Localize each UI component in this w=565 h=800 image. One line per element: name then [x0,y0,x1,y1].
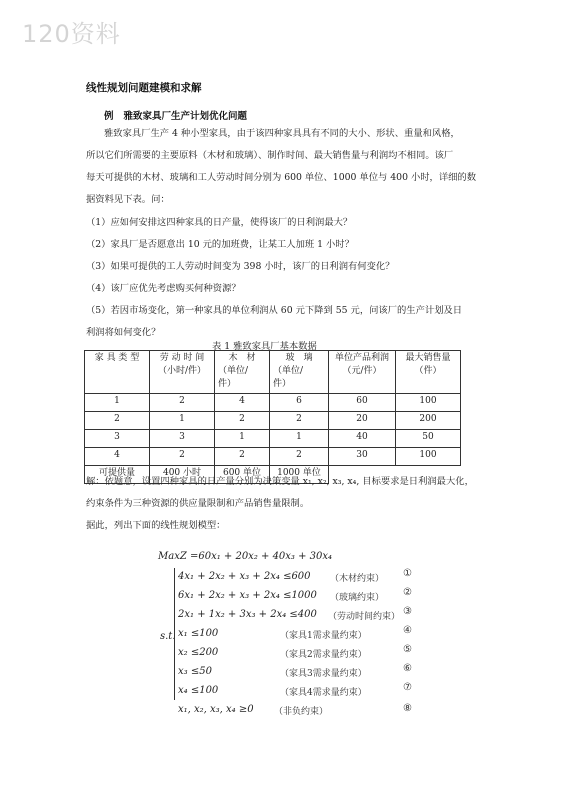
constraint-number: ⑦ [403,682,412,693]
objective-function: MaxZ =60x₁ + 20x₂ + 40x₃ + 30x₄ [158,551,333,562]
table-cell: 1 [150,412,215,430]
header-cell: 家 具 类 型 [85,351,150,394]
table-row [85,412,461,430]
solution-line: 据此，列出下面的线性规划模型： [86,520,226,531]
table-cell: 1 [215,430,270,448]
question-4: （4）该厂应优先考虑购买何种资源？ [86,283,241,294]
constraint-row [178,682,412,698]
solution-line: 约束条件为三种资源的供应量限制和产品销售量限制。 [86,498,310,509]
question-1: （1）应如何安排这四种家具的日产量，使得该厂的日利润最大？ [86,217,353,228]
table-cell: 1 [270,430,329,448]
header-cell: 单位产品利润 （元/件） [329,351,396,394]
constraint-expr: 4x₁ + 2x₂ + x₃ + 2x₄ ≤600 [178,571,311,582]
furniture-data-table [84,350,461,484]
question-5-cont: 利润将如何变化？ [86,327,161,338]
table-cell: 1000 单位 [270,466,329,484]
table-cell: 20 [329,412,396,430]
table-cell: 3 [150,430,215,448]
constraint-note: （非负约束） [274,707,329,717]
table-cell: 4 [215,394,270,412]
table-row [85,448,461,466]
table-caption: 表 1 雅致家具厂基本数据 [212,341,317,352]
constraint-note: （木材约束） [330,574,385,584]
table-cell: 2 [270,448,329,466]
constraint-expr: x₁ ≤100 [178,628,219,639]
header-cell: 木 材 （单位/ 件） [215,351,270,394]
table-cell: 30 [329,448,396,466]
constraint-expr: x₄ ≤100 [178,685,219,696]
example-title: 雅致家具厂生产计划优化问题 [123,111,248,122]
question-5: （5）若因市场变化，第一种家具的单位利润从 60 元下降到 55 元，问该厂的生产计划及日 [86,305,463,316]
constraint-expr: 6x₁ + 2x₂ + x₃ + 2x₄ ≤1000 [178,590,317,601]
table-cell: 100 [396,394,461,412]
constraint-row [178,625,412,641]
constraint-expr: x₃ ≤50 [178,666,212,677]
table-cell: 2 [215,412,270,430]
table-cell: 60 [329,394,396,412]
table-cell: 40 [329,430,396,448]
constraint-number: ② [403,587,412,598]
constraint-number: ⑥ [403,663,412,674]
table-cell: 2 [270,412,329,430]
table-cell: 4 [85,448,150,466]
constraint-expr: x₂ ≤200 [178,647,219,658]
paragraph-line: 雅致家具厂生产 4 种小型家具，由于该四种家具具有不同的大小、形状、重量和风格， [104,128,460,139]
constraint-row [178,663,412,679]
constraint-expr: x₁, x₂, x₃, x₄ ≥0 [178,704,254,715]
header-cell: 最大销售量 （件） [396,351,461,394]
table-cell: 400 小时 [150,466,215,484]
constraint-note: （家具3需求量约束） [280,669,367,679]
table-cell: 2 [150,448,215,466]
subject-to-label: s.t. [160,631,176,642]
constraint-note: （家具1需求量约束） [280,631,367,641]
table-cell: 50 [396,430,461,448]
table-cell: 可提供量 [85,466,150,484]
header-cell: 劳 动 时 间 （小时/件） [150,351,215,394]
constraint-row [178,587,412,603]
paragraph-line: 每天可提供的木材、玻璃和工人劳动时间分别为 600 单位、1000 单位与 400 小时，详细的数 [86,172,477,183]
constraint-note: （家具2需求量约束） [280,650,367,660]
table-header-row [85,351,461,394]
table-row [85,430,461,448]
paragraph-line: 所以它们所需要的主要原料（木材和玻璃）、制作时间、最大销售量与利润均不相同。该厂 [86,150,454,161]
paragraph-line: 据资料见下表。问： [86,194,170,205]
table-cell: 600 单位 [215,466,270,484]
question-2: （2）家具厂是否愿意出 10 元的加班费，让某工人加班 1 小时？ [86,239,354,250]
solution-line: 解：依题意，设置四种家具的日产量分别为决策变量 x₁, x₂, x₃, x₄, 目标要求是日利润最大化， [86,476,474,487]
table-cell: 2 [150,394,215,412]
constraint-number: ① [403,568,412,579]
constraint-number: ⑧ [403,703,412,714]
watermark-logo: 120资料 [22,20,121,48]
constraint-row [178,644,412,660]
constraint-number: ④ [403,625,412,636]
header-cell: 玻 璃 （单位/ 件） [270,351,329,394]
constraint-note: （玻璃约束） [330,593,385,603]
constraint-row [178,568,412,584]
question-3: （3）如果可提供的工人劳动时间变为 398 小时，该厂的日利润有何变化？ [86,261,395,272]
table-cell: 6 [270,394,329,412]
example-label: 例 [104,111,114,122]
constraint-expr: 2x₁ + 1x₂ + 3x₃ + 2x₄ ≤400 [178,609,317,620]
constraint-number: ⑤ [403,644,412,655]
example-heading [104,108,247,122]
table-cell: 200 [396,412,461,430]
table-cell: 3 [85,430,150,448]
table-cell: 1 [85,394,150,412]
table-cell: 100 [396,448,461,466]
constraint-number: ③ [403,606,412,617]
constraint-row [178,703,412,717]
document-title: 线性规划问题建模和求解 [86,82,202,94]
lp-model [158,551,458,717]
constraint-row [178,606,412,622]
table-cell: 2 [85,412,150,430]
table-cell: 2 [215,448,270,466]
table-row [85,394,461,412]
constraint-note: （劳动时间约束） [328,612,401,622]
constraint-note: （家具4需求量约束） [280,688,367,698]
